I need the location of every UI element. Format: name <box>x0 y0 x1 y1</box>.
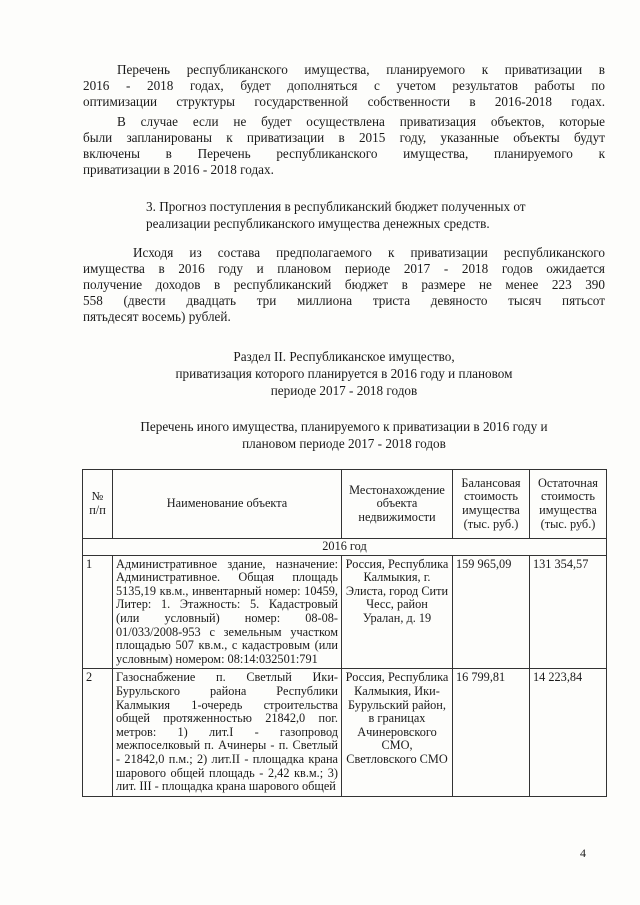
paragraph-1-line-3: оптимизации структуры государственной собственности в 2016-2018 годах. <box>83 94 605 109</box>
list-title-line-1: Перечень иного имущества, планируемого к приватизации в 2016 году и <box>140 419 548 434</box>
row-residual: 131 354,57 <box>530 555 607 669</box>
row-name: Газоснабжение п. Светлый Ики-Бурульского района Республики Калмыкия 1-очередь строительства общей протяженностью 21842,0 пог. метров: 1) лит.I - газопровод межпоселковый п. Ачинеры - п. Светлый - 21842,0 п.м.; 2) лит.II - площадка крана шарового общей площадь - 2,42 кв.м.; 3) лит. III - площадка крана шарового общей <box>113 669 342 796</box>
table-header-row <box>83 470 607 539</box>
section-2-title-line-3: периоде 2017 - 2018 годов <box>270 383 418 398</box>
paragraph-2-line-3: включены в Перечень республиканского имущества, планируемого к <box>83 146 605 161</box>
section-3-title-line-1: 3. Прогноз поступления в республиканский бюджет полученных от <box>146 199 526 214</box>
row-location: Россия, Республика Калмыкия, г. Элиста, город Сити Чесс, район Уралан, д. 19 <box>342 555 453 669</box>
row-location: Россия, Республика Калмыкия, Ики-Бурульский район, в границах Ачинеровского СМО, Светловского СМО <box>342 669 453 796</box>
header-location: Местонахождение объекта недвижимости <box>342 470 453 539</box>
paragraph-2-line-2: были запланированы к приватизации в 2015 году, указанные объекты будут <box>83 130 605 145</box>
paragraph-3-line-1: Исходя из состава предполагаемого к приватизации республиканского <box>133 245 605 260</box>
year-row <box>83 539 607 556</box>
table-row <box>83 555 607 669</box>
header-residual: Остаточная стоимость имущества (тыс. руб.) <box>530 470 607 539</box>
section-2-title-line-2: приватизация которого планируется в 2016 году и плановом <box>175 366 513 381</box>
row-num: 1 <box>83 555 113 669</box>
paragraph-3-line-3: получение доходов в республиканский бюджет в размере не менее 223 390 <box>83 277 605 292</box>
row-num: 2 <box>83 669 113 796</box>
row-balance: 159 965,09 <box>453 555 530 669</box>
paragraph-1-line-1: Перечень республиканского имущества, планируемого к приватизации в <box>117 62 605 77</box>
year-label: 2016 год <box>83 539 607 556</box>
row-balance: 16 799,81 <box>453 669 530 796</box>
header-name: Наименование объекта <box>113 470 342 539</box>
header-balance: Балансовая стоимость имущества (тыс. руб.) <box>453 470 530 539</box>
list-title-line-2: плановом периоде 2017 - 2018 годов <box>242 436 446 451</box>
section-3-title-line-2: реализации республиканского имущества денежных средств. <box>146 216 490 231</box>
row-residual: 14 223,84 <box>530 669 607 796</box>
row-name: Административное здание, назначение: Административное. Общая площадь 5135,19 кв.м., инвентарный номер: 10459, Литер: 1. Этажность: 5. Кадастровый (или условный) номер: 08-08-01/033/2008-953 с земельным участком площадью 507 кв.м., с кадастровым (или условным) номером: 08:14:032501:791 <box>113 555 342 669</box>
paragraph-1-line-2: 2016 - 2018 годах, будет дополняться с учетом результатов работы по <box>83 78 605 93</box>
paragraph-2-line-4: приватизации в 2016 - 2018 годах. <box>83 162 274 177</box>
paragraph-3-line-2: имущества в 2016 году и плановом периоде 2017 - 2018 годов ожидается <box>83 261 605 276</box>
paragraph-3-line-4: 558 (двести двадцать три миллиона триста девяносто тысяч пятьсот <box>83 293 605 308</box>
paragraph-3-line-5: пятьдесят восемь) рублей. <box>83 309 231 324</box>
table-row <box>83 669 607 796</box>
section-2-title-line-1: Раздел II. Республиканское имущество, <box>233 349 455 364</box>
header-num: № п/п <box>83 470 113 539</box>
page-number: 4 <box>580 846 586 860</box>
paragraph-2-line-1: В случае если не будет осуществлена приватизация объектов, которые <box>117 114 605 129</box>
property-table <box>82 469 607 797</box>
